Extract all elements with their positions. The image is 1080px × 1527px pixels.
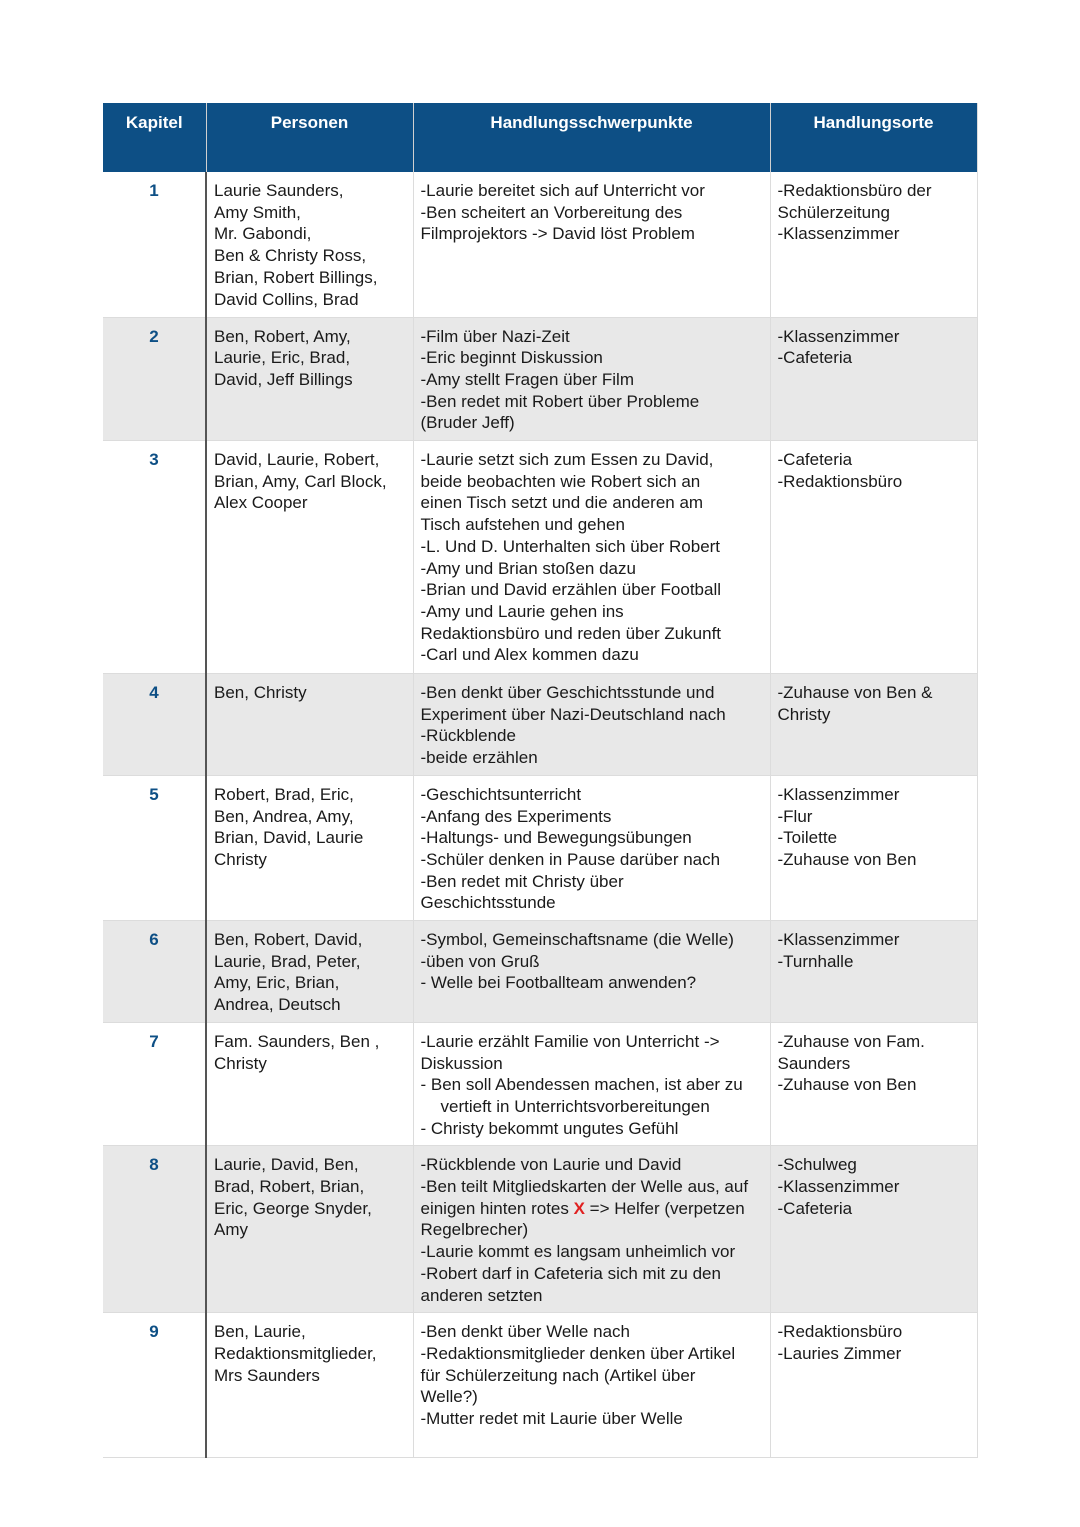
handlung-line: -Anfang des Experiments bbox=[420, 806, 612, 826]
orte-line: -Zuhause von Ben & bbox=[777, 683, 933, 703]
handlung-line: Geschichtsstunde bbox=[420, 893, 556, 913]
orte-line: -Klassenzimmer bbox=[777, 224, 900, 244]
chapter-table-container bbox=[103, 103, 977, 1429]
handlung-line: -Schüler denken in Pause darüber nach bbox=[420, 849, 721, 869]
handlung-line: -Ben scheitert an Vorbereitung des bbox=[420, 202, 683, 222]
handlung-cell bbox=[413, 674, 770, 776]
handlung-line: -Carl und Alex kommen dazu bbox=[420, 645, 639, 665]
personen-cell bbox=[206, 775, 413, 920]
personen-line: David Collins, Brad bbox=[214, 289, 359, 309]
orte-line: Schülerzeitung bbox=[777, 202, 890, 222]
orte-line: -Klassenzimmer bbox=[777, 930, 900, 950]
personen-cell bbox=[206, 317, 413, 441]
handlung-line: vertieft in Unterrichtsvorbereitungen bbox=[440, 1096, 710, 1116]
personen-line: Amy, Eric, Brian, bbox=[214, 973, 340, 993]
kapitel-number: 9 bbox=[103, 1313, 206, 1458]
handlung-line: Regelbrecher) bbox=[420, 1220, 529, 1240]
handlung-line: beide beobachten wie Robert sich an bbox=[420, 471, 701, 491]
orte-cell bbox=[770, 1146, 977, 1313]
orte-line: -Zuhause von Ben bbox=[777, 1075, 917, 1095]
handlung-line: anderen setzten bbox=[420, 1285, 543, 1305]
handlung-line: Welle?) bbox=[420, 1387, 478, 1407]
handlung-cell bbox=[413, 172, 770, 317]
orte-cell bbox=[770, 1022, 977, 1146]
handlung-line: -Ben redet mit Robert über Probleme bbox=[420, 391, 700, 411]
handlung-line: -Laurie erzählt Familie von Unterricht -> bbox=[420, 1031, 720, 1051]
personen-line: Brian, Amy, Carl Block, bbox=[214, 471, 387, 491]
personen-line: Laurie Saunders, bbox=[214, 181, 344, 200]
kapitel-number: 8 bbox=[103, 1146, 206, 1313]
personen-line: Laurie, Brad, Peter, bbox=[214, 951, 361, 971]
handlung-line: -Rückblende bbox=[420, 726, 516, 746]
handlung-line: -beide erzählen bbox=[420, 748, 538, 768]
orte-line: -Toilette bbox=[777, 828, 838, 848]
handlung-line: -üben von Gruß bbox=[420, 951, 540, 971]
handlung-line: - Christy bekommt ungutes Gefühl bbox=[420, 1118, 679, 1138]
personen-line: Amy bbox=[214, 1220, 248, 1240]
handlung-line: Diskussion bbox=[420, 1053, 503, 1073]
handlung-line: -Ben redet mit Christy über bbox=[420, 871, 624, 891]
personen-line: David, Laurie, Robert, bbox=[214, 450, 380, 470]
handlung-line: -Eric beginnt Diskussion bbox=[420, 348, 603, 368]
header-handlungsorte: Handlungsorte bbox=[770, 103, 977, 172]
personen-cell bbox=[206, 441, 413, 674]
kapitel-number: 5 bbox=[103, 775, 206, 920]
personen-cell bbox=[206, 674, 413, 776]
orte-line: -Klassenzimmer bbox=[777, 1177, 900, 1197]
orte-line: -Cafeteria bbox=[777, 1198, 853, 1218]
personen-line: Amy Smith, bbox=[214, 202, 301, 222]
personen-cell bbox=[206, 1313, 413, 1458]
handlung-cell bbox=[413, 775, 770, 920]
kapitel-number: 3 bbox=[103, 441, 206, 674]
handlung-line: (Bruder Jeff) bbox=[420, 413, 515, 433]
handlung-line: Experiment über Nazi-Deutschland nach bbox=[420, 704, 726, 724]
personen-cell bbox=[206, 172, 413, 317]
handlung-line: -Rückblende von Laurie und David bbox=[420, 1155, 682, 1175]
handlung-line: einen Tisch setzt und die anderen am bbox=[420, 493, 704, 513]
table-row bbox=[103, 317, 977, 441]
personen-cell bbox=[206, 1146, 413, 1313]
handlung-cell bbox=[413, 921, 770, 1023]
personen-line: Brian, Robert Billings, bbox=[214, 267, 378, 287]
personen-line: Alex Cooper bbox=[214, 493, 308, 513]
orte-line: -Cafeteria bbox=[777, 450, 853, 470]
handlung-line: -Symbol, Gemeinschaftsname (die Welle) bbox=[420, 930, 734, 950]
kapitel-number: 1 bbox=[103, 172, 206, 317]
table-row bbox=[103, 775, 977, 920]
table-row bbox=[103, 1146, 977, 1313]
orte-cell bbox=[770, 921, 977, 1023]
orte-line: -Flur bbox=[777, 806, 813, 826]
personen-line: Ben & Christy Ross, bbox=[214, 246, 367, 266]
orte-line: -Zuhause von Fam. bbox=[777, 1031, 925, 1051]
personen-line: Brad, Robert, Brian, bbox=[214, 1177, 365, 1197]
orte-cell bbox=[770, 317, 977, 441]
handlung-line: -Ben denkt über Geschichtsstunde und bbox=[420, 683, 715, 703]
handlung-line: Tisch aufstehen und gehen bbox=[420, 515, 625, 535]
orte-line: -Lauries Zimmer bbox=[777, 1344, 902, 1364]
personen-line: Laurie, Eric, Brad, bbox=[214, 348, 351, 368]
table-row bbox=[103, 1313, 977, 1458]
handlung-line: -Amy und Brian stoßen dazu bbox=[420, 558, 636, 578]
handlung-line: -Laurie setzt sich zum Essen zu David, bbox=[420, 450, 714, 470]
handlung-cell bbox=[413, 1146, 770, 1313]
personen-line: Andrea, Deutsch bbox=[214, 995, 341, 1015]
personen-cell bbox=[206, 1022, 413, 1146]
personen-line: Christy bbox=[214, 849, 267, 869]
kapitel-number: 2 bbox=[103, 317, 206, 441]
handlung-cell bbox=[413, 1313, 770, 1458]
handlung-text: => Helfer (verpetzen bbox=[584, 1198, 745, 1218]
handlung-line: -Robert darf in Cafeteria sich mit zu den bbox=[420, 1263, 721, 1283]
orte-line: Christy bbox=[777, 704, 831, 724]
orte-line: -Turnhalle bbox=[777, 951, 854, 971]
personen-line: Ben, Robert, David, bbox=[214, 930, 363, 950]
header-personen: Personen bbox=[206, 103, 413, 172]
kapitel-number: 4 bbox=[103, 674, 206, 776]
handlung-cell bbox=[413, 441, 770, 674]
orte-line: -Redaktionsbüro bbox=[777, 471, 903, 491]
orte-line: Saunders bbox=[777, 1053, 851, 1073]
orte-cell bbox=[770, 775, 977, 920]
personen-cell bbox=[206, 921, 413, 1023]
orte-line: -Zuhause von Ben bbox=[777, 849, 917, 869]
handlung-line: für Schülerzeitung nach (Artikel über bbox=[420, 1365, 696, 1385]
orte-line: -Schulweg bbox=[777, 1155, 857, 1175]
orte-cell bbox=[770, 1313, 977, 1458]
personen-line: Redaktionsmitglieder, bbox=[214, 1344, 377, 1364]
orte-line: -Redaktionsbüro der bbox=[777, 181, 932, 200]
orte-cell bbox=[770, 172, 977, 317]
personen-line: Laurie, David, Ben, bbox=[214, 1155, 359, 1175]
orte-cell bbox=[770, 441, 977, 674]
personen-line: Brian, David, Laurie bbox=[214, 828, 364, 848]
handlung-line: -Brian und David erzählen über Football bbox=[420, 580, 722, 600]
kapitel-number: 6 bbox=[103, 921, 206, 1023]
kapitel-number: 7 bbox=[103, 1022, 206, 1146]
personen-line: Fam. Saunders, Ben , bbox=[214, 1031, 380, 1051]
personen-line: Mrs Saunders bbox=[214, 1365, 320, 1385]
handlung-line: -Amy stellt Fragen über Film bbox=[420, 369, 634, 389]
personen-line: Ben, Laurie, bbox=[214, 1322, 306, 1342]
personen-line: Mr. Gabondi, bbox=[214, 224, 312, 244]
handlung-cell bbox=[413, 317, 770, 441]
orte-line: -Redaktionsbüro bbox=[777, 1322, 903, 1342]
handlung-line: - Ben soll Abendessen machen, ist aber zu bbox=[420, 1075, 743, 1095]
handlung-line: Redaktionsbüro und reden über Zukunft bbox=[420, 623, 722, 643]
orte-line: -Klassenzimmer bbox=[777, 326, 900, 346]
table-row bbox=[103, 441, 977, 674]
personen-line: Ben, Christy bbox=[214, 683, 307, 703]
handlung-line: -Ben teilt Mitgliedskarten der Welle aus, auf bbox=[420, 1177, 749, 1197]
handlung-line bbox=[421, 1198, 763, 1220]
orte-line: -Klassenzimmer bbox=[777, 784, 900, 804]
handlung-line: -Haltungs- und Bewegungsübungen bbox=[420, 828, 692, 848]
personen-line: Ben, Robert, Amy, bbox=[214, 326, 351, 346]
table-row bbox=[103, 674, 977, 776]
handlung-line: - Welle bei Footballteam anwenden? bbox=[420, 973, 697, 993]
personen-line: Eric, George Snyder, bbox=[214, 1198, 372, 1218]
handlung-line: -Film über Nazi-Zeit bbox=[420, 326, 570, 346]
chapter-table bbox=[103, 103, 978, 1458]
handlung-line: -L. Und D. Unterhalten sich über Robert bbox=[420, 536, 721, 556]
table-row bbox=[103, 921, 977, 1023]
orte-cell bbox=[770, 674, 977, 776]
handlung-cell bbox=[413, 1022, 770, 1146]
handlung-line: -Redaktionsmitglieder denken über Artikel bbox=[420, 1344, 736, 1364]
orte-line: -Cafeteria bbox=[777, 348, 853, 368]
handlung-line: -Mutter redet mit Laurie über Welle bbox=[420, 1409, 683, 1429]
handlung-line: -Geschichtsunterricht bbox=[420, 784, 582, 804]
personen-line: Ben, Andrea, Amy, bbox=[214, 806, 354, 826]
personen-line: David, Jeff Billings bbox=[214, 369, 353, 389]
handlung-line: -Ben denkt über Welle nach bbox=[420, 1322, 630, 1342]
header-handlungsschwerpunkte: Handlungsschwerpunkte bbox=[413, 103, 770, 172]
handlung-line: -Laurie bereitet sich auf Unterricht vor bbox=[420, 181, 705, 200]
handlung-line: Filmprojektors -> David löst Problem bbox=[420, 224, 695, 244]
header-kapitel: Kapitel bbox=[103, 103, 206, 172]
handlung-line: -Laurie kommt es langsam unheimlich vor bbox=[420, 1242, 736, 1262]
red-x-mark: X bbox=[573, 1198, 585, 1218]
table-row bbox=[103, 172, 977, 317]
table-header-row bbox=[103, 103, 977, 172]
handlung-line: -Amy und Laurie gehen ins bbox=[420, 601, 624, 621]
handlung-text: einigen hinten rotes bbox=[420, 1198, 574, 1218]
personen-line: Christy bbox=[214, 1053, 267, 1073]
personen-line: Robert, Brad, Eric, bbox=[214, 784, 354, 804]
table-row bbox=[103, 1022, 977, 1146]
